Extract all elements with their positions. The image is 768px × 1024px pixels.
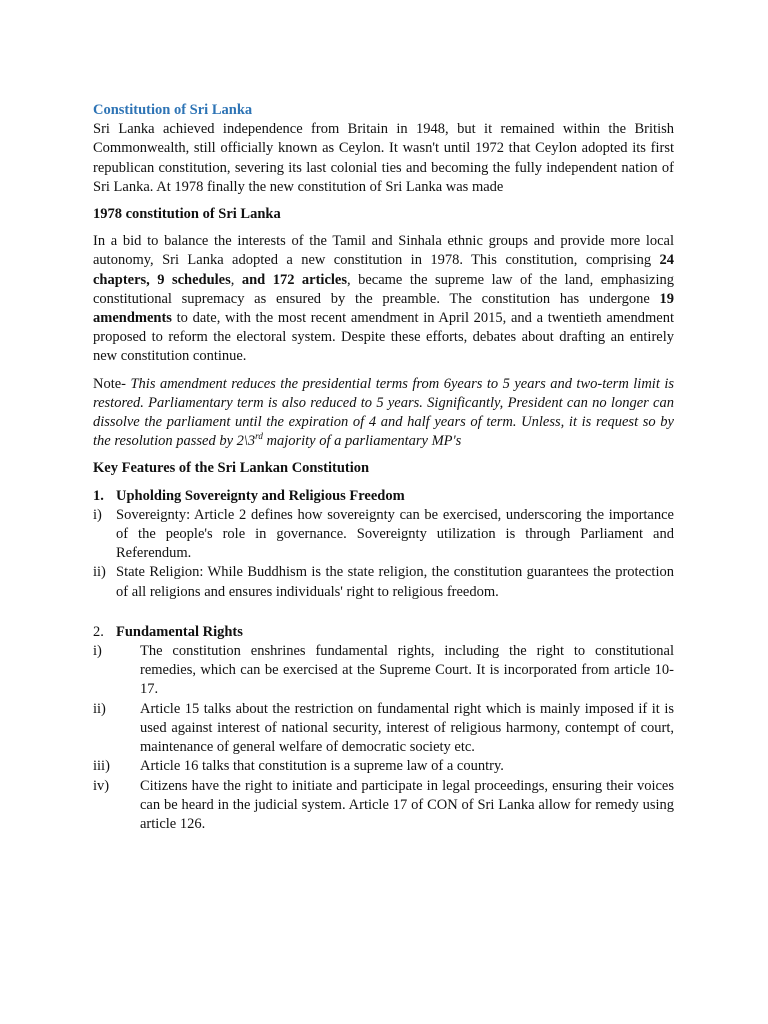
- note-text-1: This amendment reduces the presidential terms from 6years to 5 years and two-term limit is restored. Parliamentary term is also reduced to 5 years. Significantly, President can no longer can dissolve the parliament until the expiration of 4 and half years of term. Unless, it is request so by the resolution passed by 2\3: [93, 375, 674, 450]
- list-item-text: Article 16 talks that constitution is a supreme law of a country.: [140, 758, 504, 775]
- section-1978-paragraph: [93, 232, 674, 366]
- section-1978-bold-amendments: 19 amendments: [93, 290, 674, 327]
- section-1978-bold-chapters: 24 chapters, 9 schedules: [93, 252, 674, 288]
- list-item-number: iv): [93, 777, 110, 794]
- list-item-number: i): [93, 643, 102, 660]
- document-title: Constitution of Sri Lanka: [93, 102, 253, 118]
- section-1978-text-1: In a bid to balance the interests of the Tamil and Sinhala ethnic groups and provide more local autonomy, Sri Lanka adopted a new constitution in 1978. This constitution, comprising: [93, 233, 674, 269]
- document-body: [93, 101, 674, 834]
- section-2-heading: Fundamental Rights: [116, 623, 243, 640]
- section-1978-bold-articles: and 172 articles: [241, 271, 347, 288]
- note-label: Note-: [93, 375, 127, 392]
- list-item: [93, 777, 674, 835]
- section-1-heading-row: [93, 487, 674, 506]
- list-item: [93, 563, 674, 601]
- list-item-text: Article 15 talks about the restriction on fundamental right which is mainly imposed if it is used against interest of national security, interest of religious harmony, contempt of court, maintenance of general welfare of democratic society etc.: [140, 700, 674, 756]
- section-1978-text-3: , became the supreme law of the land, emphasizing constitutional supremacy as ensured by the preamble. The constitution has undergone: [93, 271, 675, 307]
- list-item-number: ii): [93, 700, 106, 717]
- section-1-heading: Upholding Sovereignty and Religious Freedom: [116, 487, 405, 504]
- list-item: [93, 757, 674, 776]
- section-2-heading-row: [93, 623, 674, 642]
- list-item-number: iii): [93, 758, 110, 775]
- section-1-number: 1.: [93, 487, 104, 504]
- list-item-text: Citizens have the right to initiate and participate in legal proceedings, ensuring their voices can be heard in the judicial system. Article 17 of CON of Sri Lanka allow for remedy using article 126.: [140, 777, 674, 832]
- note-text-2: majority of a parliamentary MP's: [262, 433, 462, 450]
- list-item-text: Sovereignty: Article 2 defines how sovereignty can be exercised, underscoring the importance of the people's role in governance. Sovereignty utilization is through Parliament and Referendum.: [116, 506, 674, 562]
- intro-paragraph: Sri Lanka achieved independence from Britain in 1948, but it remained within the British Commonwealth, still officially known as Ceylon. It wasn't until 1972 that Ceylon adopted its first republican constitution, severing its last colonial ties and becoming the fully independent nation of Sri Lanka. At 1978 finally the new constitution of Sri Lanka was made: [93, 121, 674, 195]
- note-superscript: rd: [255, 431, 263, 442]
- list-item-number: i): [93, 506, 102, 523]
- key-features-heading: Key Features of the Sri Lankan Constitution: [93, 460, 370, 477]
- note-paragraph: [93, 375, 674, 452]
- list-item-text: The constitution enshrines fundamental rights, including the right to constitutional remedies, which can be exercised at the Supreme Court. It is incorporated from article 10-17.: [140, 643, 674, 698]
- list-item-number: ii): [93, 564, 106, 581]
- section-1978-text-4: to date, with the most recent amendment in April 2015, and a twentieth amendment proposed to reform the electoral system. Despite these efforts, debates about drafting an entirely new constitution continue.: [93, 310, 674, 365]
- list-item: [93, 700, 674, 758]
- section-1978-heading: 1978 constitution of Sri Lanka: [93, 206, 281, 223]
- section-2-number: 2.: [93, 623, 104, 640]
- list-item: [93, 506, 674, 564]
- section-1978-text-2: ,: [230, 271, 242, 288]
- list-item: [93, 642, 674, 700]
- list-item-text: State Religion: While Buddhism is the state religion, the constitution guarantees the protection of all religions and ensures individuals' right to religious freedom.: [116, 564, 674, 600]
